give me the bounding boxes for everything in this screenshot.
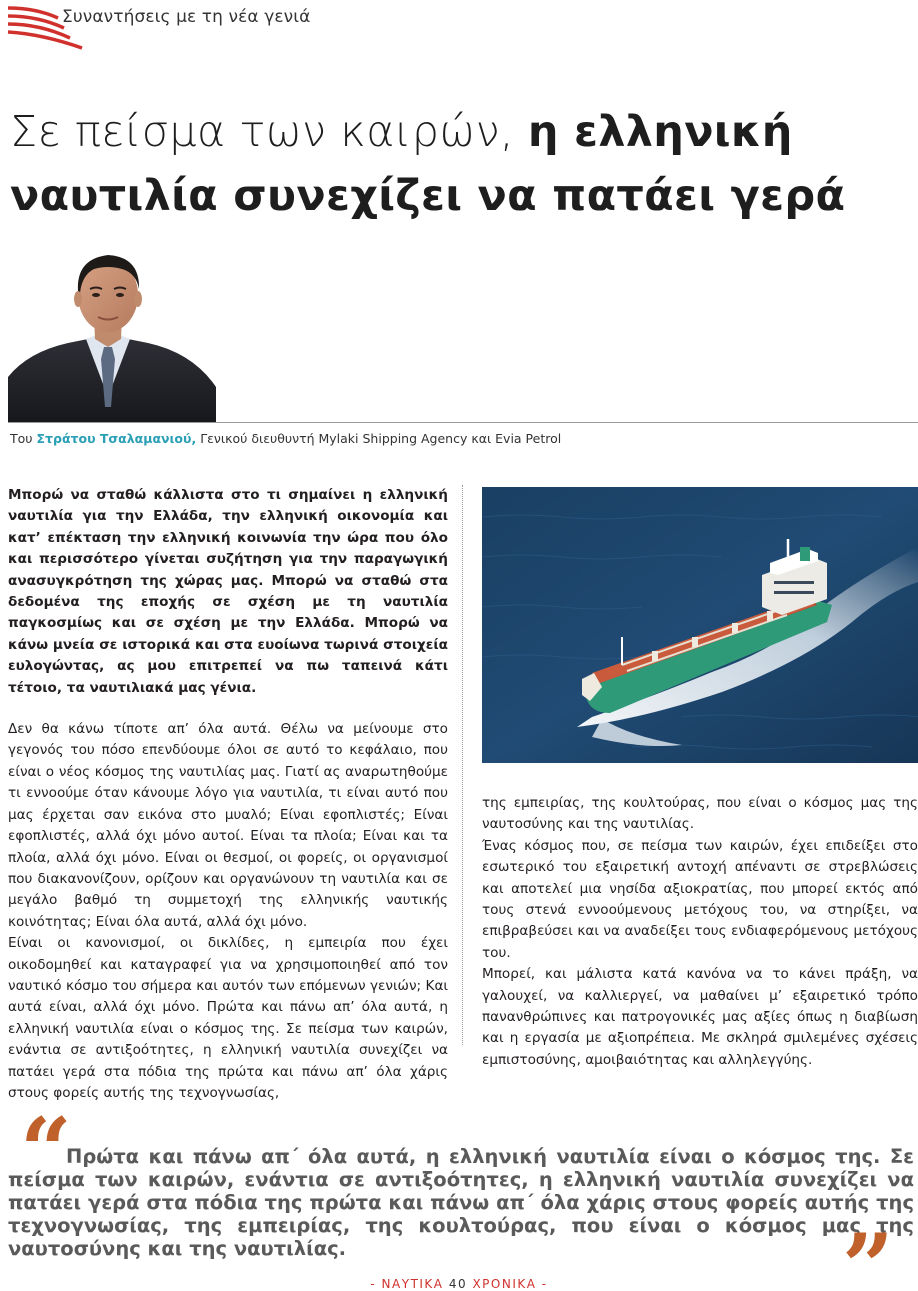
byline-role: Γενικού διευθυντή Mylaki Shipping Agency και Evia Petrol [196, 431, 562, 446]
byline-prefix: Του [10, 431, 37, 446]
article-left-column [8, 485, 448, 1104]
footer-word-2: ΧΡΟΝΙΚΑ [472, 1277, 537, 1291]
section-label: Συναντήσεις με τη νέα γενιά [62, 7, 311, 27]
pull-quote [8, 1145, 914, 1260]
article-paragraph-1: Δεν θα κάνω τίποτε απ’ όλα αυτά. Θέλω να μείνουμε στο γεγονός του πόσο επενδύουμε όλοι σε αυτό το κεφάλαιο, που είναι ο νέος κόσμος της ναυτιλίας μας. Γιατί ας αναρωτηθούμε τι εννοούμε όταν κάνουμε λόγο για ναυτιλία, τι είναι αυτό που μας έρχεται σαν εικόνα στο μυαλό; Είναι εφοπλιστές; Είναι εφοπλιστές, αλλά όχι μόνο αυτοί. Είναι τα πλοία; Είναι και τα πλοία, αλλά όχι μόνο. Είναι οι θεσμοί, οι φορείς, οι οργανισμοί που διακανονίζουν, ορίζουν και οργανώνουν τη ναυτιλία και σε μεγάλο βαθμό τη συμμετοχή της ελληνικής ναυτικής κοινότητας; Είναι όλα αυτά, αλλά όχι μόνο. [8, 721, 448, 930]
article-paragraph-5: Μπορεί, και μάλιστα κατά κανόνα να το κάνει πράξη, να γαλουχεί, να καλλιεργεί, να μαθαίνει μ’ εξαιρετικό τρόπο πανανθρώπινες και πατρογονικές μας αξίες όπως η διαβίωση και η εργασία με αξιοπρέπεια. Με σκληρά σμιλεμένες σχέσεις εμπιστοσύνης, αμοιβαιότητας και αλληλεγγύης. [482, 966, 918, 1068]
title-bold-1: η ελληνική [527, 107, 793, 157]
article-paragraph-3: της εμπειρίας, της κουλτούρας, που είναι ο κόσμος μας της ναυτοσύνης και της ναυτιλίας. [482, 795, 918, 833]
pull-quote-text: Πρώτα και πάνω απ΄ όλα αυτά, η ελληνική ναυτιλία είναι ο κόσμος της. Σε πείσμα των καιρών, ενάντια σε αντιξοότητες, η ελληνική ναυτιλία συνεχίζει να πατάει γερά στα πόδια της πρώτα και πάνω απ΄ όλα χάρις στους φορείς αυτής της τεχνογνωσίας, της εμπειρίας, της κουλτούρας, που είναι ο κόσμος μας της ναυτοσύνης και της ναυτιλίας. [8, 1145, 914, 1260]
footer-dash-left: - [370, 1277, 382, 1291]
article-paragraph-2: Είναι οι κανονισμοί, οι δικλίδες, η εμπειρία που έχει οικοδομηθεί και καταγραφεί για να χρησιμοποιηθεί από τον ναυτικό κόσμο του σήμερα και αυτόν των επόμενων γενιών; Και αυτά είναι, αλλά όχι μόνο. Πρώτα και πάνω απ’ όλα αυτά, η ελληνική ναυτιλία είναι ο κόσμος της. Σε πείσμα των καιρών, ενάντια σε αντιξοότητες, η ελληνική ναυτιλία συνεχίζει να πατάει γερά στα πόδια της πρώτα και πάνω απ’ όλα χάρις στους φορείς αυτής της τεχνογνωσίας, [8, 935, 448, 1101]
title-light: Σε πείσμα των καιρών, [10, 107, 528, 157]
article-lead: Μπορώ να σταθώ κάλλιστα στο τι σημαίνει η ελληνική ναυτιλία για την Ελλάδα, την ελληνική οικονομία και κατ’ επέκταση την ελληνική κοινωνία την ώρα που όλο και περισσότερο γίνεται συζήτηση για την παραγωγική ανασυγκρότηση της χώρας μας. Μπορώ να σταθώ στα δεδομένα της εποχής σε σχέση με τη ναυτιλία παγκοσμίως και σε σχέση με την Ελλάδα. Μπορώ να κάνω μνεία σε ιστορικά και στα ευοίωνα τωρινά στοιχεία ευλογώντας, ας μου επιτρεπεί να πω ταπεινά κάτι τέτοιο, τα ναυτιλιακά μας γένια. [8, 487, 448, 696]
footer-dash-right: - [536, 1277, 548, 1291]
page-title [10, 100, 910, 228]
page-footer [0, 1277, 918, 1291]
article-right-column [482, 793, 918, 1071]
title-bold-2: ναυτιλία συνεχίζει να πατάει γερά [10, 171, 846, 221]
close-quote-icon: ” [842, 1214, 894, 1291]
byline-author: Στράτου Τσαλαμανιού, [36, 431, 197, 446]
byline [10, 431, 561, 446]
column-divider [462, 485, 463, 1045]
page-number: 40 [448, 1277, 468, 1291]
byline-rule [8, 422, 918, 423]
ship-photo [482, 487, 918, 763]
open-quote-icon: “ [20, 1098, 72, 1204]
footer-word-1: ΝΑΥΤΙΚΑ [381, 1277, 444, 1291]
article-paragraph-4: Ένας κόσμος που, σε πείσμα των καιρών, έχει επιδείξει στο εσωτερικό του εξαιρετική αντοχή απέναντι σε στρεβλώσεις και αποτελεί μια νησίδα αξιοκρατίας, που μπορεί εκτός από τους στενά εννοούμενους μετόχους του, να στηρίξει, να επιβραβεύσει και να αναδείξει τους ενδιαφερόμενους μετόχους του. [482, 837, 918, 961]
author-portrait [8, 247, 216, 422]
